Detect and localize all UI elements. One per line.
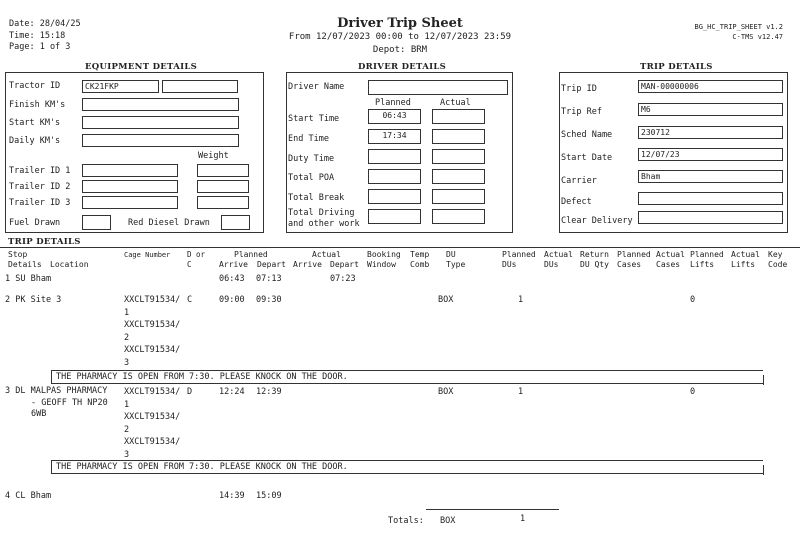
row2-planned-arrive: 09:00	[219, 295, 245, 305]
row3-planned-dus: 1	[518, 387, 524, 397]
totals-value: 1	[520, 514, 526, 524]
row3-du-type: BOX	[438, 387, 454, 397]
page-title: Driver Trip Sheet	[337, 16, 463, 31]
driving-label-line1: Total Driving	[288, 208, 355, 218]
start-time-planned[interactable]: 06:43	[368, 109, 421, 124]
carrier-label: Carrier	[561, 176, 597, 186]
th-dorc: D or C	[187, 250, 206, 269]
trailer3-label: Trailer ID 3	[9, 198, 71, 208]
defect-label: Defect	[561, 197, 592, 207]
driver-name-label: Driver Name	[288, 82, 345, 92]
trip-id-field[interactable]: MAN-00000006	[638, 80, 783, 93]
red-diesel-field[interactable]	[221, 215, 250, 230]
report-date: Date: 28/04/25	[9, 19, 81, 29]
poa-label: Total POA	[288, 173, 335, 183]
trailer2-field[interactable]	[82, 180, 178, 193]
tractor-label: Tractor ID	[9, 81, 61, 91]
row1-stop: 1 SU Bham	[5, 274, 52, 284]
trip-id-label: Trip ID	[561, 84, 597, 94]
th-location: Location	[50, 260, 89, 269]
row4-stop: 4 CL Bham	[5, 491, 52, 501]
trailer2-label: Trailer ID 2	[9, 182, 71, 192]
trailer1-field[interactable]	[82, 164, 178, 177]
th-actual-depart: Depart	[330, 260, 359, 269]
th-planned: Planned	[234, 250, 268, 259]
th-actual-lifts: Actual Lifts	[731, 250, 760, 269]
th-temp: Temp Comb	[410, 250, 430, 269]
break-planned[interactable]	[368, 189, 421, 204]
row3-stop: 3 DL MALPAS PHARMACY - GEOFF TH NP20 6WB	[5, 386, 108, 419]
th-actual: Actual	[312, 250, 341, 259]
start-time-label: Start Time	[288, 114, 340, 124]
planned-label: Planned	[375, 98, 411, 108]
row2-planned-depart: 09:30	[256, 295, 282, 305]
system-version: C-TMS v12.47	[732, 33, 783, 41]
totals-rule	[426, 509, 559, 510]
break-actual[interactable]	[432, 189, 485, 204]
defect-field[interactable]	[638, 192, 783, 205]
th-planned-dus: Planned DUs	[502, 250, 536, 269]
row1-planned-arrive: 06:43	[219, 274, 245, 284]
row3-cage-numbers: XXCLT91534/ 1 XXCLT91534/ 2 XXCLT91534/ 3	[124, 387, 181, 460]
report-page: Page: 1 of 3	[9, 42, 71, 52]
row2-planned-dus: 1	[518, 295, 524, 305]
duty-time-actual[interactable]	[432, 149, 485, 164]
daily-km-label: Daily KM's	[9, 136, 61, 146]
duty-time-label: Duty Time	[288, 154, 335, 164]
row2-note: THE PHARMACY IS OPEN FROM 7:30. PLEASE KNOCK ON THE DOOR.	[51, 370, 763, 384]
start-date-label: Start Date	[561, 153, 613, 163]
row4-planned-arrive: 14:39	[219, 491, 245, 501]
sched-name-label: Sched Name	[561, 130, 613, 140]
row3-planned-lifts: 0	[690, 387, 696, 397]
driver-name-field[interactable]	[368, 80, 508, 95]
equipment-title: EQUIPMENT DETAILS	[85, 62, 198, 72]
report-version: BG_HC_TRIP_SHEET v1.2	[694, 23, 783, 31]
row2-dorc: C	[187, 295, 193, 305]
trip-ref-field[interactable]: M6	[638, 103, 783, 116]
row1-planned-depart: 07:13	[256, 274, 282, 284]
report-time: Time: 15:18	[9, 30, 66, 41]
start-time-actual[interactable]	[432, 109, 485, 124]
table-top-rule	[0, 247, 800, 248]
trailer1-label: Trailer ID 1	[9, 166, 71, 176]
actual-label: Actual	[440, 98, 471, 108]
start-date-field[interactable]: 12/07/23	[638, 148, 783, 161]
red-diesel-label: Red Diesel Drawn	[128, 218, 210, 228]
row1-actual-depart: 07:23	[330, 274, 356, 284]
th-key-code: Key Code	[768, 250, 788, 269]
fuel-field[interactable]	[82, 215, 111, 230]
row2-planned-lifts: 0	[690, 295, 696, 305]
row3-planned-depart: 12:39	[256, 387, 282, 397]
th-actual-cases: Actual Cases	[656, 250, 685, 269]
start-km-field[interactable]	[82, 116, 239, 129]
report-code	[694, 22, 783, 42]
end-time-actual[interactable]	[432, 129, 485, 144]
row2-stop: 2 PK Site 3	[5, 295, 62, 305]
trailer1-weight-field[interactable]	[197, 164, 249, 177]
driving-actual[interactable]	[432, 209, 485, 224]
row2-cage-numbers: XXCLT91534/ 1 XXCLT91534/ 2 XXCLT91534/ 3	[124, 295, 181, 368]
th-booking: Booking Window	[367, 250, 401, 269]
trailer3-weight-field[interactable]	[197, 196, 249, 209]
th-planned-lifts: Planned Lifts	[690, 250, 724, 269]
poa-planned[interactable]	[368, 169, 421, 184]
row3-dorc: D	[187, 387, 193, 397]
fuel-label: Fuel Drawn	[9, 218, 61, 228]
carrier-field[interactable]: Bham	[638, 170, 783, 183]
row2-du-type: BOX	[438, 295, 454, 305]
tractor-id-field[interactable]: CK21FKP	[82, 80, 159, 93]
totals-type: BOX	[440, 516, 456, 526]
th-planned-cases: Planned Cases	[617, 250, 651, 269]
daily-km-field[interactable]	[82, 134, 239, 147]
sched-name-field[interactable]: 230712	[638, 126, 783, 139]
break-label: Total Break	[288, 193, 345, 203]
trailer3-field[interactable]	[82, 196, 178, 209]
driver-title: DRIVER DETAILS	[358, 62, 447, 72]
clear-delivery-field[interactable]	[638, 211, 783, 224]
finish-km-label: Finish KM's	[9, 100, 66, 110]
th-actual-arrive: Arrive	[293, 260, 322, 269]
row3-planned-arrive: 12:24	[219, 387, 245, 397]
th-return-du: Return DU Qty	[580, 250, 609, 269]
end-time-planned[interactable]: 17:34	[368, 129, 421, 144]
weight-label: Weight	[198, 151, 229, 161]
end-time-label: End Time	[288, 134, 329, 144]
row3-note: THE PHARMACY IS OPEN FROM 7:30. PLEASE KNOCK ON THE DOOR.	[51, 460, 763, 474]
trip-ref-label: Trip Ref	[561, 107, 602, 117]
driving-label-line2: and other work	[288, 219, 360, 229]
th-cage: Cage Number	[124, 251, 171, 259]
th-planned-depart: Depart	[257, 260, 286, 269]
th-du-type: DU Type	[446, 250, 466, 269]
depot: Depot: BRM	[372, 45, 428, 55]
table-section-title: TRIP DETAILS	[8, 237, 81, 247]
driving-planned[interactable]	[368, 209, 421, 224]
clear-delivery-label: Clear Delivery	[561, 216, 633, 226]
duty-time-planned[interactable]	[368, 149, 421, 164]
trip-title: TRIP DETAILS	[640, 62, 713, 72]
driving-label	[288, 208, 360, 230]
totals-label: Totals:	[388, 516, 424, 526]
row4-planned-depart: 15:09	[256, 491, 282, 501]
report-meta	[9, 19, 81, 54]
poa-actual[interactable]	[432, 169, 485, 184]
th-actual-dus: Actual DUs	[544, 250, 573, 269]
trailer2-weight-field[interactable]	[197, 180, 249, 193]
tractor-extra-field[interactable]	[162, 80, 238, 93]
date-range: From 12/07/2023 00:00 to 12/07/2023 23:59	[288, 32, 512, 42]
start-km-label: Start KM's	[9, 118, 61, 128]
finish-km-field[interactable]	[82, 98, 239, 111]
th-planned-arrive: Arrive	[219, 260, 248, 269]
th-stop: Stop Details	[8, 250, 42, 269]
